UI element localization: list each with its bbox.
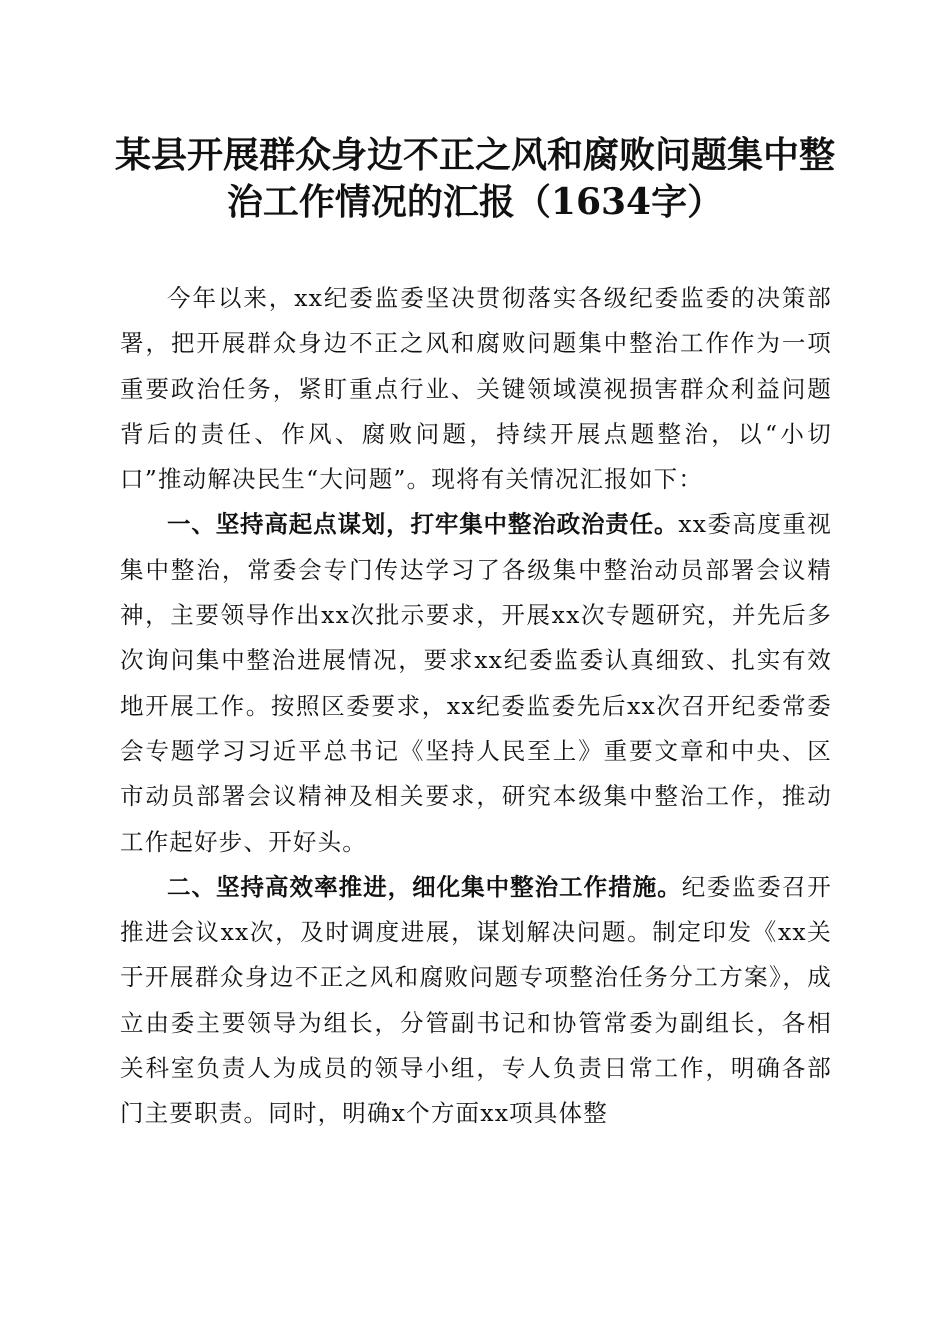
- section-paragraph-1: [120, 502, 832, 864]
- section-paragraph-2: [120, 865, 832, 1137]
- intro-paragraph: 今年以来，xx纪委监委坚决贯彻落实各级纪委监委的决策部署，把开展群众身边不正之风和腐败问题集中整治工作作为一项重要政治任务，紧盯重点行业、关键领域漠视损害群众利益问题背后的责任、作风、腐败问题，持续开展点题整治，以“小切口”推动解决民生“大问题”。现将有关情况汇报如下：: [120, 284, 832, 494]
- document-body: [120, 276, 832, 1137]
- section-text-1: xx委高度重视集中整治，常委会专门传达学习了各级集中整治动员部署会议精神，主要领导作出xx次批示要求，开展xx次专题研究，并先后多次询问集中整治进展情况，要求xx纪委监委认真细致、扎实有效地开展工作。按照区委要求，xx纪委监委先后xx次召开纪委常委会专题学习习近平总书记《坚持人民至上》重要文章和中央、区市动员部署会议精神及相关要求，研究本级集中整治工作，推动工作起好步、开好头。: [120, 510, 832, 856]
- section-heading-1: 一、坚持高起点谋划，打牢集中整治政治责任。: [167, 510, 679, 539]
- section-text-2: 纪委监委召开推进会议xx次，及时调度进展，谋划解决问题。制定印发《xx关于开展群众身边不正之风和腐败问题专项整治任务分工方案》，成立由委主要领导为组长，分管副书记和协管常委为副组长，各相关科室负责人为成员的领导小组，专人负责日常工作，明确各部门主要职责。同时，明确x个方面xx项具体整: [120, 872, 832, 1128]
- document-title: 某县开展群众身边不正之风和腐败问题集中整治工作情况的汇报（1634字）: [114, 134, 835, 223]
- section-heading-2: 二、坚持高效率推进，细化集中整治工作措施。: [167, 872, 682, 901]
